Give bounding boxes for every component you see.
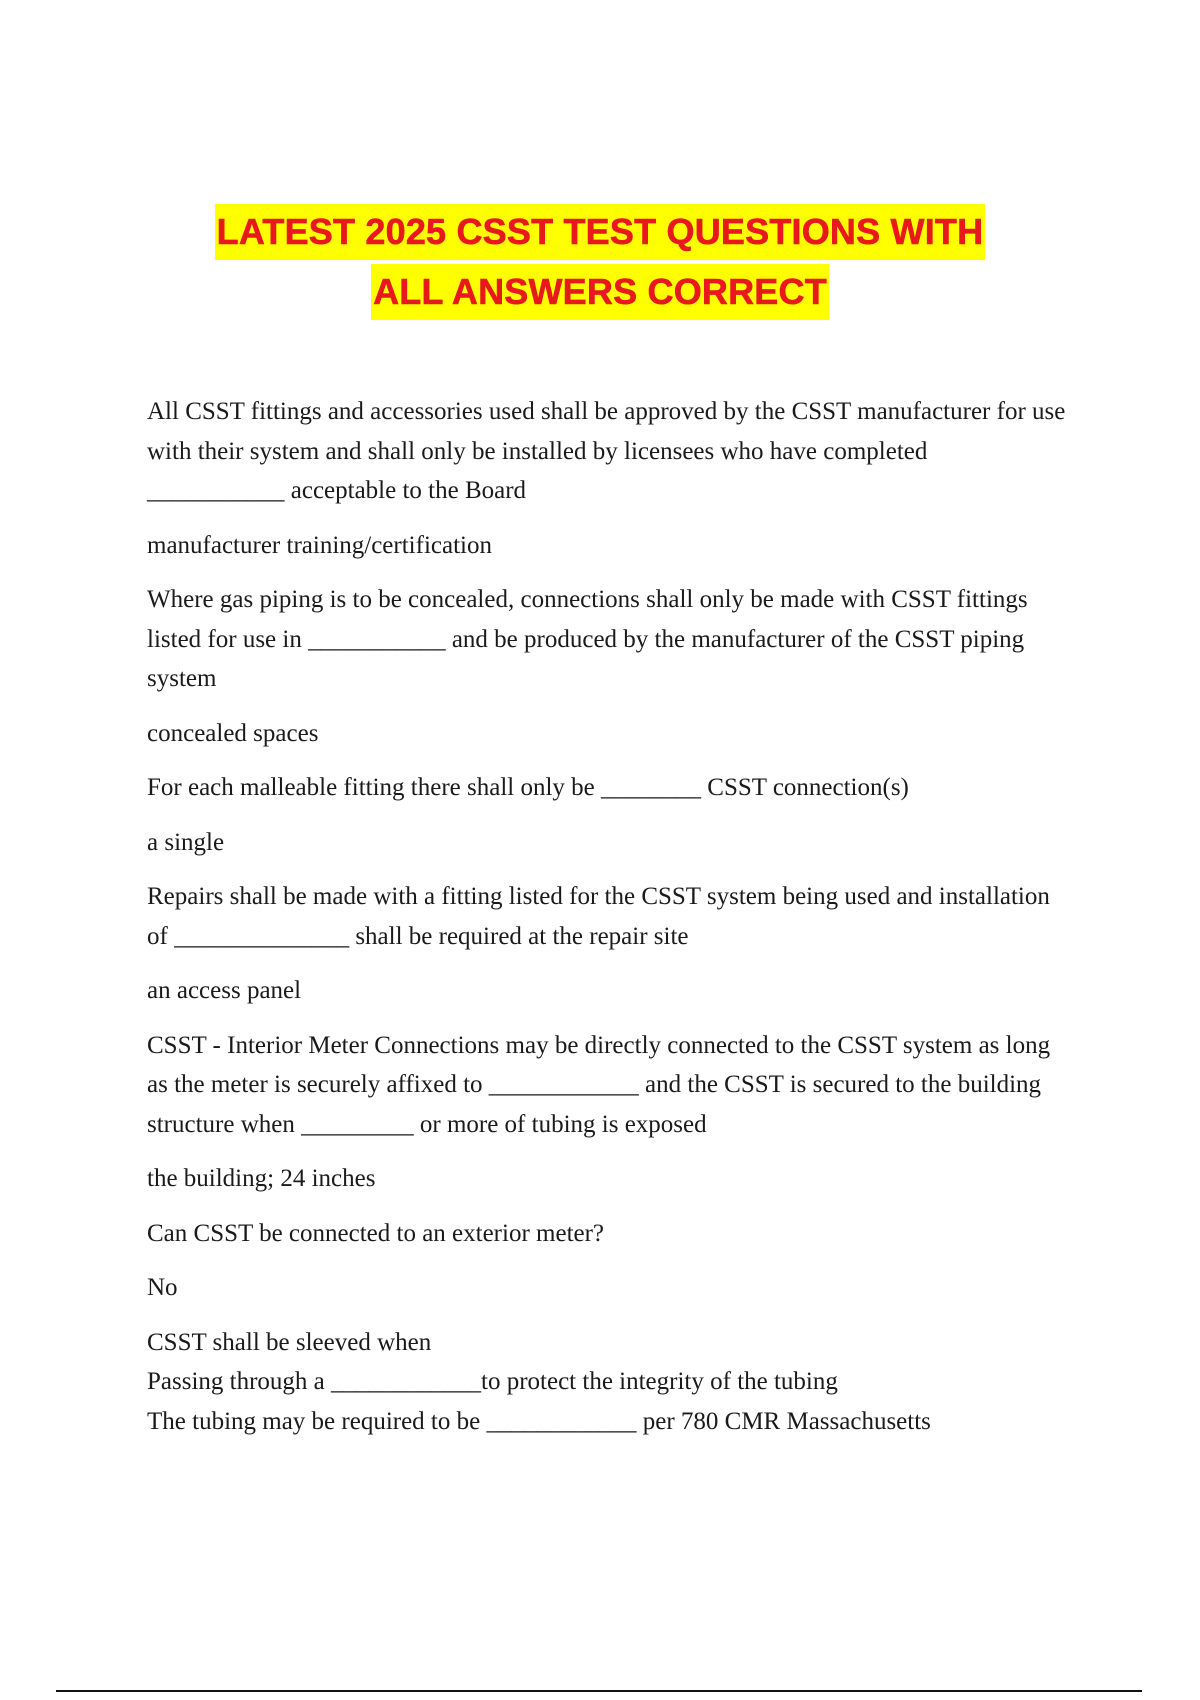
document-title bbox=[0, 204, 1200, 320]
question-6: Can CSST be connected to an exterior meter? bbox=[147, 1219, 605, 1247]
title-line-2: ALL ANSWERS CORRECT bbox=[371, 264, 829, 320]
question-7-line-1: CSST shall be sleeved when bbox=[147, 1328, 432, 1356]
answer-3: a single bbox=[147, 828, 225, 856]
question-7-line-2: Passing through a ____________to protect the integrity of the tubing bbox=[147, 1368, 838, 1395]
question-4: Repairs shall be made with a fitting listed for the CSST system being used and installation of ______________ shall be required at the repair site bbox=[147, 883, 1050, 950]
question-2: Where gas piping is to be concealed, connections shall only be made with CSST fittings listed for use in ___________ and be produced by the manufacturer of the CSST piping system bbox=[147, 586, 1028, 692]
question-3: For each malleable fitting there shall only be ________ CSST connection(s) bbox=[147, 774, 909, 801]
question-7 bbox=[147, 1323, 1067, 1442]
document-body bbox=[147, 392, 1067, 1441]
answer-6: No bbox=[147, 1274, 178, 1301]
question-5: CSST - Interior Meter Connections may be directly connected to the CSST system as long as the meter is securely affixed to ____________ and the CSST is secured to the building structure when _________ or more of tubing is exposed bbox=[147, 1031, 1051, 1138]
answer-5: the building; 24 inches bbox=[147, 1165, 376, 1192]
answer-1: manufacturer training/certification bbox=[147, 531, 492, 559]
answer-4: an access panel bbox=[147, 977, 302, 1004]
title-line-1: LATEST 2025 CSST TEST QUESTIONS WITH bbox=[215, 204, 986, 260]
footer-divider bbox=[56, 1690, 1142, 1692]
question-7-line-3: The tubing may be required to be ____________ per 780 CMR Massachusetts bbox=[147, 1407, 931, 1435]
question-1: All CSST fittings and accessories used shall be approved by the CSST manufacturer for use with their system and shall only be installed by licensees who have completed ___________ acceptable to the Board bbox=[147, 398, 1066, 504]
answer-2: concealed spaces bbox=[147, 719, 319, 747]
